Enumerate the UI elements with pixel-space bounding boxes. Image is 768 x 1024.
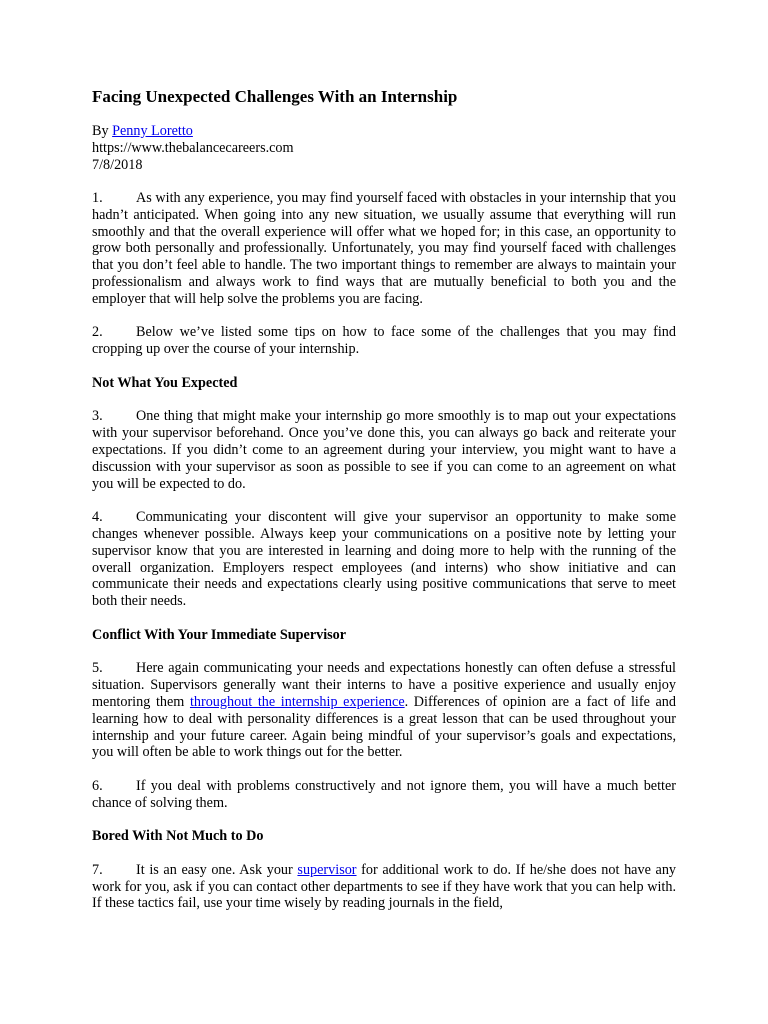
paragraph-number: 7. — [92, 861, 103, 878]
paragraph-1 — [92, 190, 676, 308]
paragraph-2 — [92, 324, 676, 358]
byline-prefix: By — [92, 123, 113, 139]
paragraph-4 — [92, 509, 676, 610]
paragraph-number: 6. — [92, 777, 103, 794]
document-body — [92, 190, 676, 929]
paragraph-7 — [92, 862, 676, 912]
paragraph-text: Here again communicating your needs and expectations honestly can often defuse a stressful situation. Supervisors generally want their interns to have a positive experience and usually enjoy mentoring them — [92, 660, 676, 710]
section-heading-bored: Bored With Not Much to Do — [92, 828, 264, 845]
paragraph-text: One thing that might make your internship go more smoothly is to map out your expectations with your supervisor beforehand. Once you’ve done this, you can always go back and reiterate your expectations. If you didn’t come to an agreement during your interview, you might want to have a discussion with your supervisor as soon as possible to see if you can come to an agreement on what you will be expected to do. — [92, 408, 676, 492]
paragraph-number: 4. — [92, 509, 103, 526]
source-url: https://www.thebalancecareers.com — [92, 139, 294, 156]
paragraph-3 — [92, 408, 676, 492]
section-heading-not-what-you-expected: Not What You Expected — [92, 374, 238, 391]
internship-experience-link[interactable]: throughout the internship experience — [189, 693, 405, 710]
author-link[interactable]: Penny Loretto — [112, 123, 193, 139]
paragraph-number: 5. — [92, 660, 103, 677]
paragraph-6 — [92, 778, 676, 812]
paragraph-text: If you deal with problems constructively and not ignore them, you will have a much better chance of solving them. — [92, 777, 676, 811]
paragraph-number: 1. — [92, 190, 103, 206]
byline — [92, 123, 294, 140]
paragraph-5 — [92, 660, 676, 761]
document-title: Facing Unexpected Challenges With an Internship — [92, 87, 458, 106]
paragraph-text: Communicating your discontent will give your supervisor an opportunity to make some changes whenever possible. Always keep your communications on a positive note by letting your supervisor know that you are interested in learning and doing more to help with the running of the overall organization. Employers respect employees (and interns) who show initiative and can communicate their needs and expectations clearly using positive communications that serve to meet both their needs. — [92, 509, 676, 610]
publish-date: 7/8/2018 — [92, 156, 143, 173]
paragraph-text: As with any experience, you may find yourself faced with obstacles in your internship that you hadn’t anticipated. When going into any new situation, we usually assume that everything will run smoothly and that the overall experience will offer what we hoped for; in this case, an opportunity to grow both personally and professionally. Unfortunately, you may find yourself faced with challenges that you don’t feel able to handle. The two important things to remember are always to maintain your professionalism and always work to find ways that are mutually beneficial to both you and the employer that will help solve the problems you are facing. — [92, 190, 676, 307]
paragraph-text: for additional work to do. If he/she does not have any work for you, ask if you can contact other departments to see if they have work that you can help with. If these tactics fail, use your time wisely by reading journals in the field, — [92, 861, 677, 912]
supervisor-link[interactable]: supervisor — [297, 861, 357, 878]
paragraph-text: It is an easy one. Ask your — [136, 861, 298, 878]
paragraph-text: Below we’ve listed some tips on how to face some of the challenges that you may find cropping up over the course of your internship. — [92, 324, 676, 358]
paragraph-number: 2. — [92, 324, 103, 341]
section-heading-conflict-with-supervisor: Conflict With Your Immediate Supervisor — [92, 626, 347, 643]
paragraph-number: 3. — [92, 408, 103, 425]
paragraph-text: . Differences of opinion are a fact of life and learning how to deal with personality differences is a great lesson that can be used throughout your internship and your future career. Again being mindful of your supervisor’s goals and expectations, you will often be able to work things out for the better. — [92, 693, 676, 761]
document-meta — [92, 123, 294, 173]
